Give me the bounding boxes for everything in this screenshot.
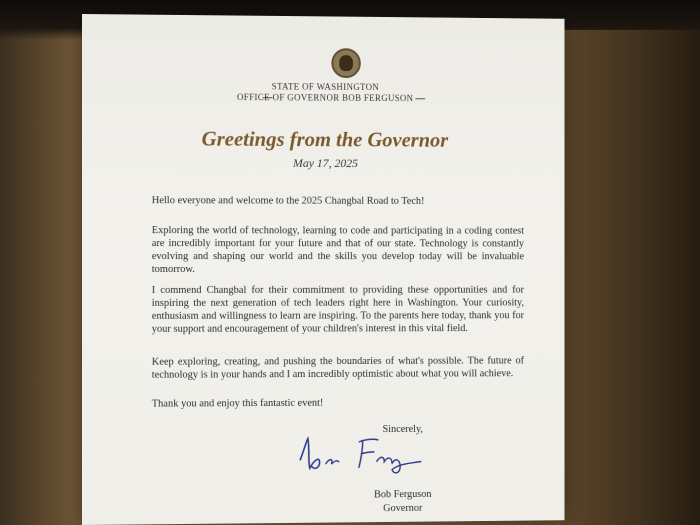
paragraph-thanks: Thank you and enjoy this fantastic event! [151, 397, 324, 410]
closing-sincerely: Sincerely, [382, 423, 424, 436]
signature [290, 430, 427, 478]
paragraph-encouragement: Keep exploring, creating, and pushing the boundaries of what's possible. The future of technology is in your hands and I am incredibly optimistic about what you will achieve. [151, 355, 525, 381]
side-wall [560, 30, 700, 525]
signer-title: Governor [383, 502, 423, 515]
signer-name: Bob Ferguson [373, 488, 432, 501]
paragraph-commendation: I commend Changbal for their commitment to providing these opportunities and for inspiring the next generation of tech leaders right here in Washington. Your curiosity, enthusiasm and willingness to learn are inspiring. To the parents here today, thank you for your support and encouragement of your children's interest in this vital field. [151, 284, 525, 335]
paragraph-greeting: Hello everyone and welcome to the 2025 Changbal Road to Tech! [151, 195, 425, 207]
letterhead-rule-right [415, 98, 425, 99]
seal-portrait [339, 55, 353, 71]
paragraph-technology: Exploring the world of technology, learning to code and participating in a coding contest are incredibly important for your future and that of our state. Technology is constantly evolving and shaping our world and the skills you develop today will be invaluable tomorrow. [151, 225, 525, 275]
letter-date: May 17, 2025 [292, 155, 358, 171]
state-seal-icon [331, 48, 360, 78]
letter-title: Greetings from the Governor [201, 126, 449, 152]
letterhead-state: STATE OF WASHINGTON [271, 81, 380, 93]
letterhead-office: OFFICE OF GOVERNOR BOB FERGUSON [236, 92, 414, 104]
projection-screen [82, 14, 564, 525]
